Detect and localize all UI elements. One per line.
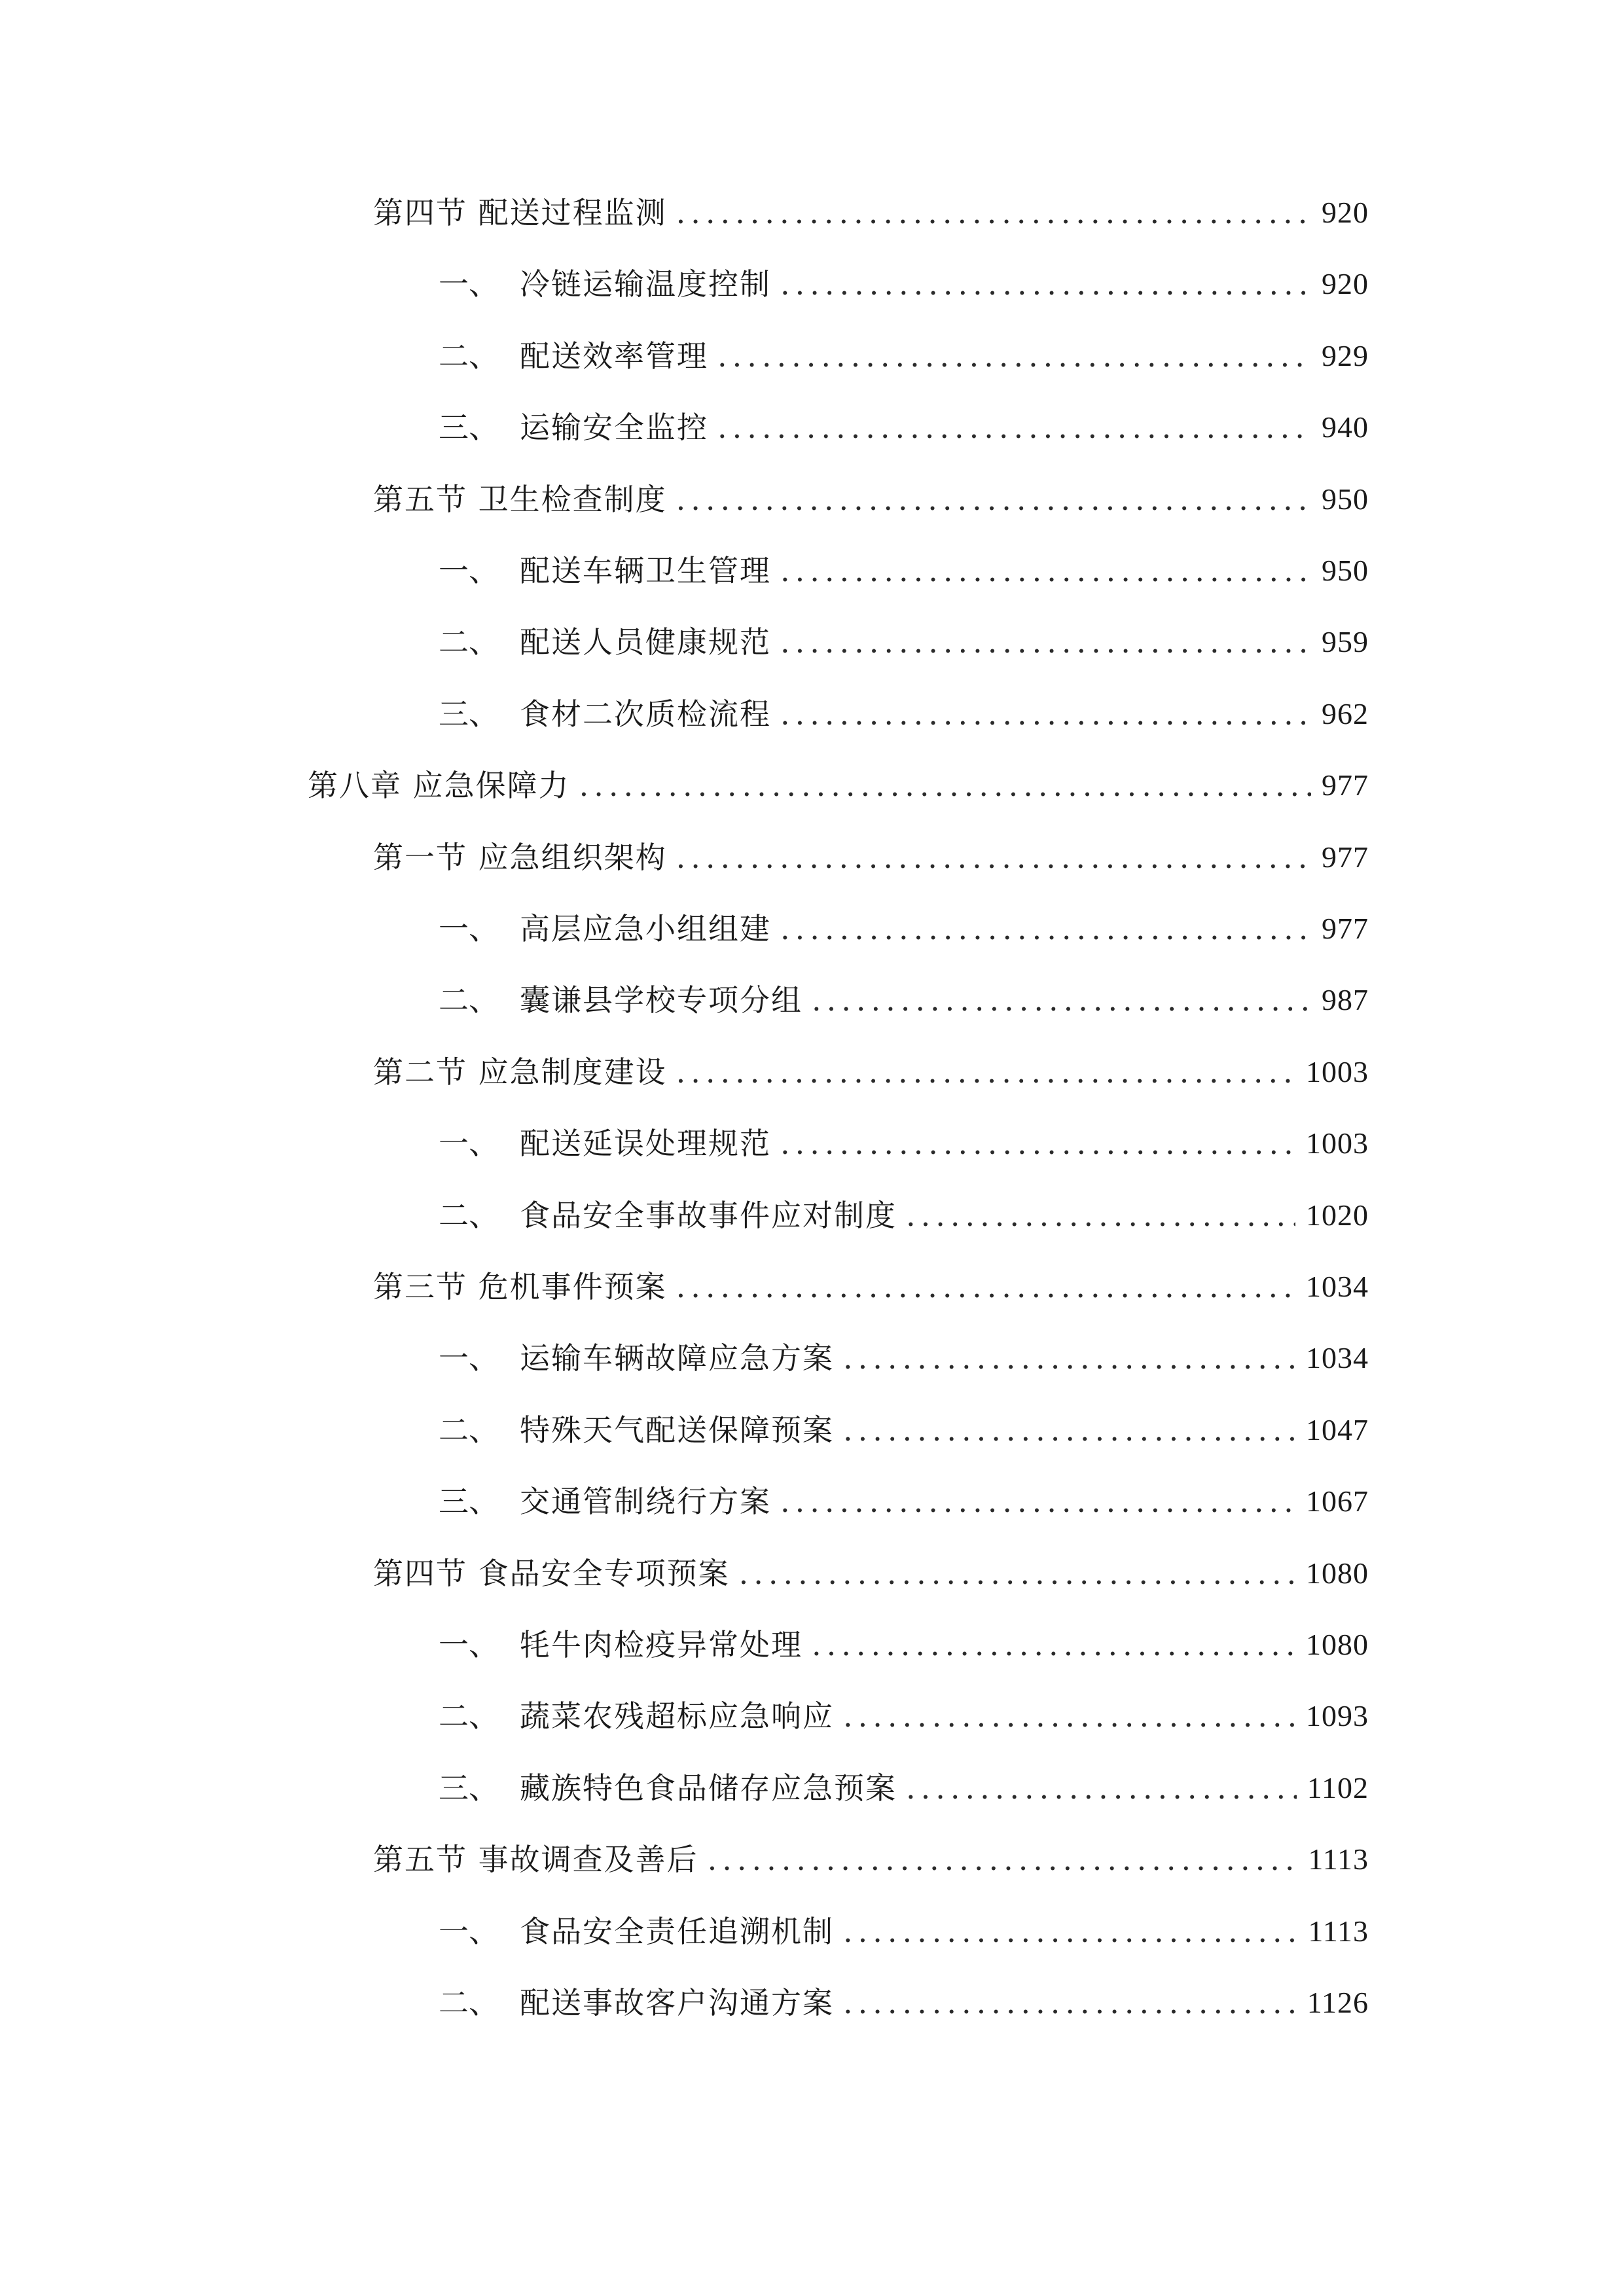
toc-entry-marker: 一、 xyxy=(439,1914,499,1949)
toc-entry[interactable] xyxy=(439,977,1369,1023)
toc-entry-marker: 三、 xyxy=(439,696,499,732)
toc-entry-page-number: 1003 xyxy=(1306,1055,1369,1088)
toc-entry[interactable] xyxy=(439,1980,1369,2026)
toc-dot-leader xyxy=(676,476,1311,522)
toc-entry[interactable] xyxy=(373,1049,1369,1095)
toc-entry-page-number: 1102 xyxy=(1307,1771,1369,1804)
toc-entry[interactable] xyxy=(439,906,1369,952)
toc-dot-leader xyxy=(780,619,1311,665)
toc-entry-page-number: 920 xyxy=(1322,196,1369,229)
toc-entry[interactable] xyxy=(439,691,1369,737)
toc-entry-page-number: 920 xyxy=(1322,267,1369,300)
toc-dot-leader xyxy=(843,1693,1295,1739)
toc-dot-leader xyxy=(780,906,1311,952)
toc-entry[interactable] xyxy=(439,1335,1369,1381)
toc-entry[interactable] xyxy=(439,1479,1369,1524)
toc-entry[interactable] xyxy=(373,1264,1369,1310)
toc-entry-marker: 一、 xyxy=(439,266,499,302)
toc-entry-title: 冷链运输温度控制 xyxy=(520,266,771,302)
toc-dot-leader xyxy=(843,1335,1295,1381)
toc-entry-marker: 三、 xyxy=(439,1484,499,1519)
toc-dot-leader xyxy=(843,1909,1297,1954)
toc-entry-marker: 三、 xyxy=(439,410,499,445)
toc-entry-page-number: 1126 xyxy=(1307,1986,1369,2019)
toc-entry[interactable] xyxy=(439,1121,1369,1166)
toc-entry-page-number: 940 xyxy=(1322,410,1369,444)
toc-entry[interactable] xyxy=(439,333,1369,379)
toc-entry[interactable] xyxy=(439,548,1369,594)
toc-entry-title: 食材二次质检流程 xyxy=(520,696,771,732)
toc-dot-leader xyxy=(676,834,1311,880)
toc-entry[interactable] xyxy=(439,1909,1369,1954)
toc-entry-title: 配送效率管理 xyxy=(520,338,708,374)
toc-entry-page-number: 977 xyxy=(1322,840,1369,874)
toc-entry-page-number: 1080 xyxy=(1306,1628,1369,1661)
toc-dot-leader xyxy=(717,333,1311,379)
toc-entry-marker: 二、 xyxy=(439,982,499,1018)
toc-dot-leader xyxy=(906,1193,1295,1238)
toc-entry-page-number: 987 xyxy=(1322,983,1369,1016)
toc-entry-title: 第二节 应急制度建设 xyxy=(373,1054,667,1090)
toc-entry-page-number: 929 xyxy=(1322,339,1369,372)
toc-entry-title: 食品安全责任追溯机制 xyxy=(520,1914,834,1949)
toc-entry-title: 蔬菜农残超标应急响应 xyxy=(520,1698,834,1734)
toc-dot-leader xyxy=(780,261,1311,307)
toc-entry-title: 藏族特色食品储存应急预案 xyxy=(520,1770,897,1806)
toc-dot-leader xyxy=(780,1121,1295,1166)
toc-dot-leader xyxy=(739,1551,1295,1596)
toc-entry-marker: 一、 xyxy=(439,1340,499,1376)
toc-entry-marker: 一、 xyxy=(439,553,499,588)
toc-entry[interactable] xyxy=(373,1551,1369,1596)
toc-entry-title: 交通管制绕行方案 xyxy=(520,1484,771,1519)
toc-entry[interactable] xyxy=(373,476,1369,522)
toc-entry-title: 运输车辆故障应急方案 xyxy=(520,1340,834,1376)
toc-dot-leader xyxy=(676,190,1311,236)
toc-entry-page-number: 1080 xyxy=(1306,1556,1369,1590)
toc-entry-marker: 二、 xyxy=(439,338,499,374)
toc-entry-title: 第五节 卫生检查制度 xyxy=(373,482,667,517)
toc-entry-marker: 二、 xyxy=(439,1698,499,1734)
toc-entry-title: 运输安全监控 xyxy=(520,410,708,445)
toc-entry-title: 牦牛肉检疫异常处理 xyxy=(520,1627,803,1662)
toc-entry[interactable] xyxy=(308,762,1369,808)
toc-entry[interactable] xyxy=(439,1765,1369,1811)
toc-entry-page-number: 977 xyxy=(1322,912,1369,945)
toc-entry-title: 第五节 事故调查及善后 xyxy=(373,1842,698,1877)
toc-entry-page-number: 1034 xyxy=(1306,1341,1369,1374)
toc-entry-page-number: 977 xyxy=(1322,768,1369,802)
toc-dot-leader xyxy=(906,1765,1297,1811)
toc-entry[interactable] xyxy=(439,619,1369,665)
toc-entry-title: 配送延误处理规范 xyxy=(520,1126,771,1161)
toc-entry-marker: 一、 xyxy=(439,1126,499,1161)
toc-dot-leader xyxy=(780,1479,1295,1524)
toc-entry-marker: 二、 xyxy=(439,1412,499,1448)
toc-entry-page-number: 950 xyxy=(1322,554,1369,587)
toc-entry-title: 高层应急小组组建 xyxy=(520,911,771,946)
toc-entry-marker: 二、 xyxy=(439,1985,499,2020)
toc-entry-page-number: 1020 xyxy=(1306,1198,1369,1232)
toc-entry-title: 第四节 配送过程监测 xyxy=(373,195,667,230)
toc-dot-leader xyxy=(676,1264,1295,1310)
toc-dot-leader xyxy=(843,1407,1295,1453)
toc-entry-title: 第一节 应急组织架构 xyxy=(373,840,667,875)
toc-entry[interactable] xyxy=(439,1193,1369,1238)
toc-entry[interactable] xyxy=(439,1693,1369,1739)
toc-entry-title: 特殊天气配送保障预案 xyxy=(520,1412,834,1448)
toc-dot-leader xyxy=(843,1980,1297,2026)
toc-entry[interactable] xyxy=(439,1622,1369,1668)
toc-entry[interactable] xyxy=(439,261,1369,307)
toc-entry[interactable] xyxy=(373,834,1369,880)
toc-entry-marker: 三、 xyxy=(439,1770,499,1806)
toc-entry-page-number: 1067 xyxy=(1306,1484,1369,1518)
toc-entry-title: 配送事故客户沟通方案 xyxy=(520,1985,834,2020)
toc-dot-leader xyxy=(708,1837,1298,1882)
toc-entry[interactable] xyxy=(439,404,1369,450)
toc-entry-title: 第八章 应急保障力 xyxy=(308,768,570,803)
toc-entry-page-number: 1034 xyxy=(1306,1270,1369,1303)
toc-entry-marker: 二、 xyxy=(439,624,499,660)
toc-entry-page-number: 950 xyxy=(1322,482,1369,516)
toc-dot-leader xyxy=(780,548,1311,594)
toc-dot-leader xyxy=(717,404,1311,450)
toc-entry-marker: 二、 xyxy=(439,1198,499,1233)
toc-entry-marker: 一、 xyxy=(439,911,499,946)
toc-entry-page-number: 959 xyxy=(1322,625,1369,658)
toc-dot-leader xyxy=(780,691,1311,737)
toc-entry-page-number: 962 xyxy=(1322,697,1369,730)
toc-entry-page-number: 1113 xyxy=(1308,1914,1369,1948)
toc-entry-title: 第三节 危机事件预案 xyxy=(373,1269,667,1304)
toc-entry[interactable] xyxy=(373,1837,1369,1882)
toc-entry-page-number: 1047 xyxy=(1306,1413,1369,1446)
toc-dot-leader xyxy=(676,1049,1295,1095)
toc-entry-title: 囊谦县学校专项分组 xyxy=(520,982,803,1018)
toc-entry-page-number: 1003 xyxy=(1306,1126,1369,1160)
toc-entry-page-number: 1113 xyxy=(1308,1842,1369,1876)
toc-entry-marker: 一、 xyxy=(439,1627,499,1662)
toc-entry[interactable] xyxy=(439,1407,1369,1453)
toc-entry-title: 配送人员健康规范 xyxy=(520,624,771,660)
toc-entry-title: 食品安全事故事件应对制度 xyxy=(520,1198,897,1233)
toc-entry-title: 配送车辆卫生管理 xyxy=(520,553,771,588)
toc-dot-leader xyxy=(812,1622,1295,1668)
toc-dot-leader xyxy=(579,762,1311,808)
toc-entry-page-number: 1093 xyxy=(1306,1699,1369,1732)
toc-dot-leader xyxy=(812,977,1311,1023)
toc-entry[interactable] xyxy=(373,190,1369,236)
toc-entry-title: 第四节 食品安全专项预案 xyxy=(373,1556,730,1591)
